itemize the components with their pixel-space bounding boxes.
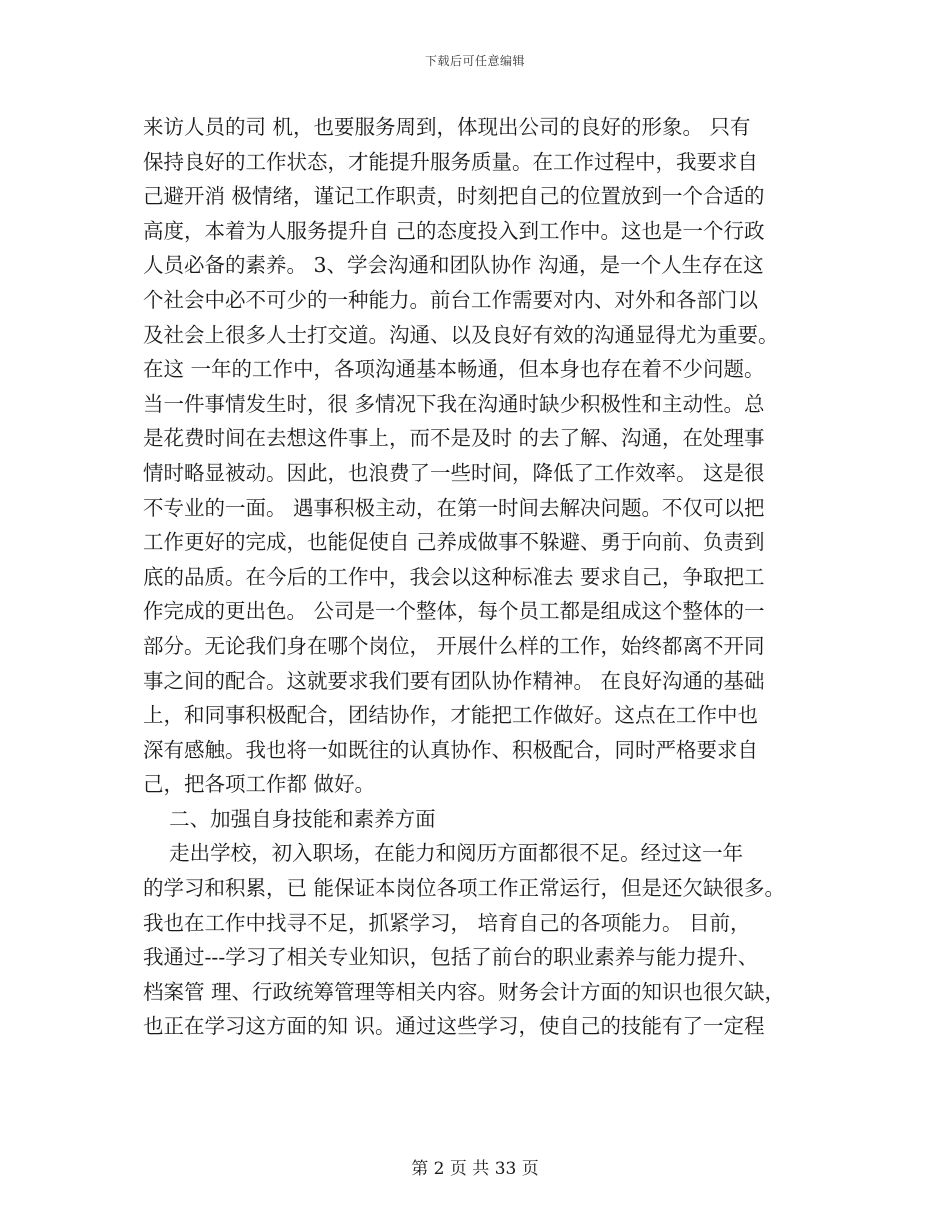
text-line: 高度，本着为人服务提升自 己的态度投入到工作中。这也是一个行政 xyxy=(143,218,765,243)
text-line: 深有感触。我也将一如既往的认真协作、积极配合，同时严格要求自 xyxy=(143,737,758,762)
text-line: 部分。无论我们身在哪个岗位， 开展什么样的工作，始终都离不开同 xyxy=(143,633,765,658)
page-header: 下载后可任意编辑 xyxy=(424,54,525,68)
text-line: 及社会上很多人士打交道。沟通、以及良好有效的沟通显得尤为重要。 xyxy=(143,322,779,347)
text-line: 己避开消 极情绪，谨记工作职责，时刻把自己的位置放到一个合适的 xyxy=(143,184,765,209)
text-line: 情时略显被动。因此，也浪费了一些时间，降低了工作效率。 这是很 xyxy=(143,460,765,485)
text-line: 人员必备的素养。 3、学会沟通和团队协作 沟通，是一个人生存在这 xyxy=(143,253,764,278)
text-line: 也正在学习这方面的知 识。通过这些学习，使自己的技能有了一定程 xyxy=(143,1014,765,1039)
text-line: 我也在工作中找寻不足，抓紧学习， 培育自己的各项能力。 目前， xyxy=(143,910,751,935)
text-line: 档案管 理、行政统筹管理等相关内容。财务会计方面的知识也很欠缺， xyxy=(143,979,786,1004)
text-line: 走出学校，初入职场，在能力和阅历方面都很不足。经过这一年 xyxy=(143,841,744,866)
text-line: 在这 一年的工作中，各项沟通基本畅通，但本身也存在着不少问题。 xyxy=(143,357,765,382)
text-line: 事之间的配合。这就要求我们要有团队协作精神。 在良好沟通的基础 xyxy=(143,668,765,693)
document-body xyxy=(143,110,803,1044)
page-number: 第 2 页 共 33 页 xyxy=(411,1159,539,1179)
text-line: 个社会中必不可少的一种能力。前台工作需要对内、对外和各部门以 xyxy=(143,287,758,312)
text-line: 底的品质。在今后的工作中，我会以这种标准去 要求自己，争取把工 xyxy=(143,564,765,589)
text-line: 是花费时间在去想这件事上，而不是及时 的去了解、沟通，在处理事 xyxy=(143,426,765,451)
text-line: 当一件事情发生时，很 多情况下我在沟通时缺少积极性和主动性。总 xyxy=(143,391,765,416)
text-line: 己，把各项工作都 做好。 xyxy=(143,772,376,797)
text-line: 上，和同事积极配合，团结协作，才能把工作做好。这点在工作中也 xyxy=(143,703,758,728)
text-line: 我通过---学习了相关专业知识，包括了前台的职业素养与能力提升、 xyxy=(143,945,759,970)
text-line: 来访人员的司 机，也要服务周到，体现出公司的良好的形象。 只有 xyxy=(143,115,751,139)
text-line: 工作更好的完成，也能促使自 己养成做事不躲避、勇于向前、负责到 xyxy=(143,530,765,555)
text-line: 的学习和积累，已 能保证本岗位各项工作正常运行，但是还欠缺很多。 xyxy=(143,876,786,901)
text-line: 保持良好的工作状态，才能提升服务质量。在工作过程中，我要求自 xyxy=(143,149,758,174)
text-line: 不专业的一面。 遇事积极主动，在第一时间去解决问题。不仅可以把 xyxy=(143,495,765,520)
text-line: 二、加强自身技能和素养方面 xyxy=(143,806,436,831)
text-line: 作完成的更出色。 公司是一个整体，每个员工都是组成这个整体的一 xyxy=(143,599,765,624)
